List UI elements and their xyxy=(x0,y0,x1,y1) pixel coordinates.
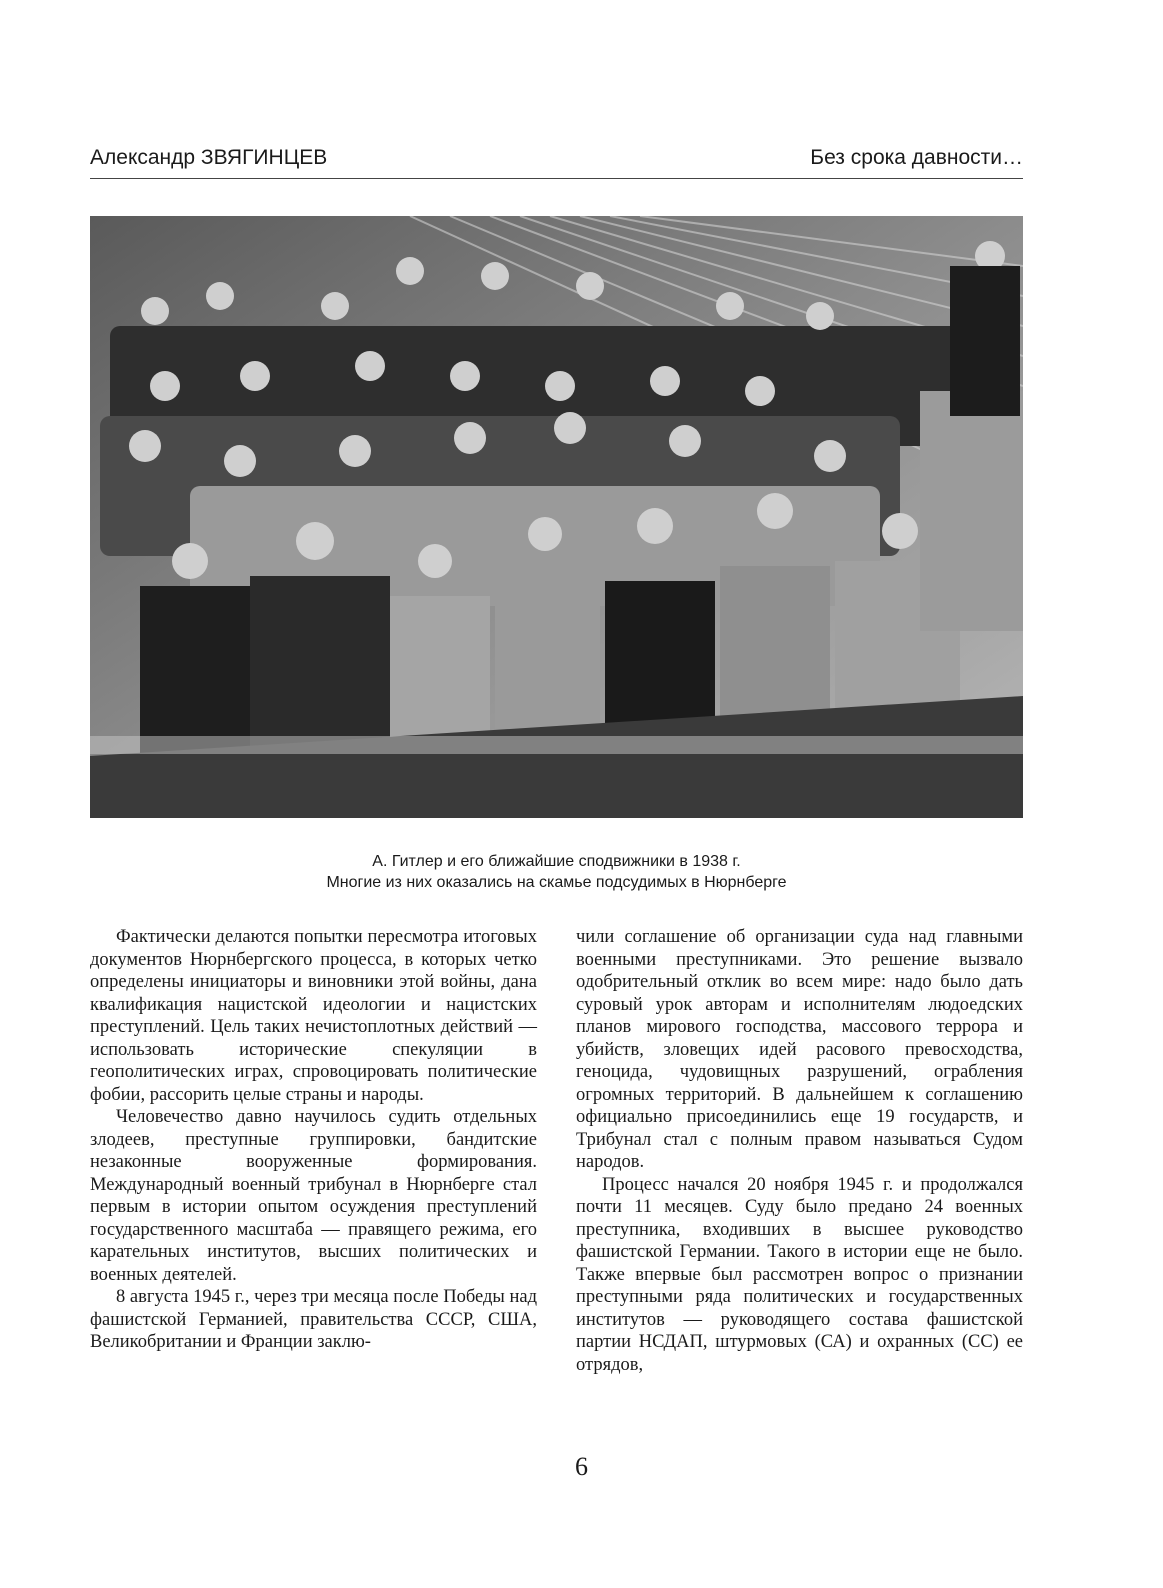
paragraph: Процесс начался 20 ноября 1945 г. и продолжался почти 11 месяцев. Суду было предано 24 военных преступника, входивших в высшее руководство фашистской Германии. Такого в истории еще не было. Также впервые был рассмотрен вопрос о признании преступными ряда политических и государственных институтов — руководящего состава фашистской партии НСДАП, штурмовых (СА) и охранных (СС) ее отрядов, xyxy=(576,1174,1023,1375)
page-number: 6 xyxy=(575,1452,588,1481)
running-header xyxy=(90,144,1023,179)
text-column-right xyxy=(576,926,1023,1376)
historical-photo xyxy=(90,216,1023,818)
photo-illustration xyxy=(90,216,1023,818)
header-author: Александр ЗВЯГИНЦЕВ xyxy=(90,146,328,169)
paragraph: Человечество давно научилось судить отдельных злодеев, преступные группировки, бандитские незаконные вооруженные формирования. Международный военный трибунал в Нюрнберге стал первым в истории опытом осуждения преступлений государственного масштаба — правящего режима, его карательных институтов, высших политических и военных деятелей. xyxy=(90,1107,537,1285)
paragraph: 8 августа 1945 г., через три месяца после Победы над фашистской Германией, правительства СССР, США, Великобритании и Франции заклю- xyxy=(90,1287,537,1352)
figure-caption xyxy=(90,851,1023,893)
caption-line-1: А. Гитлер и его ближайшие сподвижники в 1938 г. xyxy=(372,853,741,870)
paragraph: Фактически делаются попытки пересмотра итоговых документов Нюрнбергского процесса, в которых четко определены инициаторы и виновники этой войны, дана квалификация нацистской идеологии и нацистских преступлений. Цель таких нечистоплотных действий — использовать исторические спекуляции в геополитических играх, спровоцировать политические фобии, рассорить целые страны и народы. xyxy=(90,927,537,1105)
header-book-title: Без срока давности… xyxy=(810,146,1023,169)
text-column-left xyxy=(90,926,537,1354)
caption-line-2: Многие из них оказались на скамье подсудимых в Нюрнберге xyxy=(326,874,787,891)
paragraph: чили соглашение об организации суда над главными военными преступниками. Это решение вызвало одобрительный отклик во всем мире: надо было дать суровый урок авторам и исполнителям людоедских планов мирового господства, массового террора и убийств, зловещих идей расового превосходства, геноцида, чудовищных разрушений, ограбления огромных территорий. В дальнейшем к соглашению официально присоединились еще 19 государств, и Трибунал стал с полным правом называться Судом народов. xyxy=(576,927,1023,1172)
